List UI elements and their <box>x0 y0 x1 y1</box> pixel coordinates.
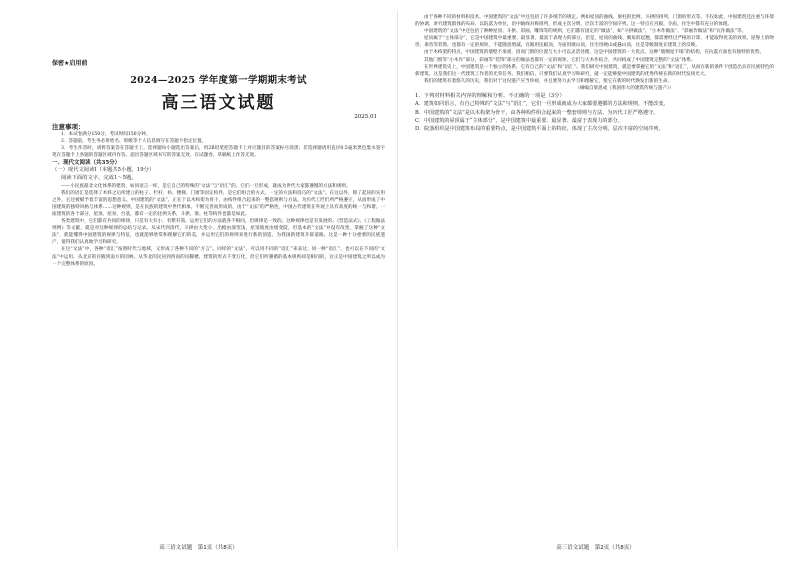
question-option: D．院落组织是中国建筑布局的重要特点，是中国建筑平面上的特征，体现了主次分明、层次丰富的空间序列。 <box>415 126 664 133</box>
question-stem: 1．下列对材料相关内容的理解和分析，不正确的一项是（3分） <box>415 93 565 100</box>
notice-item: 3．考生作答时，请将答案答在答题卡上。选择题每小题选出答案后，用2B铅笔把答题卡上对应题目的答案标号涂黑；非选择题请用直径0.5毫米黑色墨水签字笔在答题卡上各题的答题区域内作答。超出答题区域书写的答案无效，在试题卷、草稿纸上作答无效。 <box>52 146 385 159</box>
notice-item: 1．本试卷满分150分，考试时间150分钟。 <box>61 132 151 137</box>
page-footer: 高三语文试题 第2页（共8页） <box>556 545 635 551</box>
passage-paragraph: 我们的建筑有着悠久的历史，我们对于这份遗产应当珍视，并且要努力去学习和理解它，使它在新的时代焕发出新的生命。 <box>424 78 673 84</box>
passage-paragraph: 由于各种不同的材料和技术，中国建筑的“文法”中还包括了许多细节的规定。例如屋顶的曲线，梁柱的比例，斗拱的排列，门窗的形式等。不仅如此，中国建筑还注重与环境的协调，讲究建筑群体的布局，以院落为单位，沿中轴线对称排列，形成主次分明、层次丰富的空间序列。这一特点在宫殿、寺庙、住宅中都有充分的体现。 <box>415 15 774 28</box>
reading-instruction: 阅读下面的文字，完成1～5题。 <box>61 174 137 181</box>
notice-item: 2．答题前，考生务必将姓名、班级等个人信息填写在答题卡指定位置。 <box>61 139 207 145</box>
section-heading: 一、现代文阅读（共35分） <box>52 160 121 167</box>
passage-paragraph: 在这“文法”中，各种“语汇”按照时代与地域，又形成了各种不同的“方言”。同样的“文法”，可以用不同的“语汇”来表达；同一种“语汇”，也可以在不同的“文法”中运用。从北京的宫殿到南方的园林，从华北的民居到西南的吊脚楼，建筑的形式千变万化，但它们所遵循的基本规则却是相同的，这正是中国建筑之所以成为一个完整体系的原因。 <box>52 247 385 267</box>
question-option: C．中国建筑的屋顶属于“主体部分”，是中国建筑中最重要、最显著、最富于表现力的部分。 <box>415 117 623 124</box>
passage-paragraph: 我们的语汇是选择了木料之后所建立的柱子、栏杆、枋、楼梯、门窗等固定构件，是它们组合的方式、一定的方法和技巧的“文法”。在这以外，除了起居的实用之外，它还被赋予着丰富的思想意义。中国建筑的“文法”，正在于以木构架为骨干，由构件组合起来的一整套规则与方法，为历代工匠们所严格遵守，从而形成了中国建筑的独特风格与体系……这种规则，是在民族的建筑中世代相承，不断完善而形成的，由于“文法”的严格性，中国古代建筑在外观上具有高度的统一与和谐。一座建筑的各个部分，屋顶、屋身、台基，都有一定的比例关系，斗拱、梁、柱等构件也都是如此。 <box>52 190 385 217</box>
passage-intro: ——小民族最北文化体系的建筑，如同语言一样，是它自己的特殊的“文法”与“语汇”的。它们一旦形成，就成为世代大家都遵循的方法和规则。 <box>61 183 351 189</box>
subsection-heading: （一）现代文阅读Ⅰ（本题共5小题，19分） <box>52 167 155 174</box>
passage-paragraph: 屋顶属于“主体部分”，它是中国建筑中最重要、最显著、最富于表现力的部分。但是，屋顶的曲线、翼角的起翘，都需要经过严格的计算，才能取得优美的效果。屋脊上的吻兽、垂兽等装饰，也都有一定的规矩，不能随意增减。宫殿用庑殿顶，寺庙用歇山顶，住宅用硬山或悬山顶，这是等级制度在建筑上的反映。 <box>415 36 774 49</box>
passage-paragraph: 其他门窗等“小木作”部分、彩画等“装饰”部分的做法也都有一定的规矩，它们与大木作结合，共同构成了中国建筑完整的“文法”体系。 <box>424 57 696 63</box>
question-option: A．建筑如同语言，有自己特殊的“文法”与“语汇”，它们一旦形成就成为大家都要遵循的方法和规则，不能改变。 <box>415 101 669 108</box>
secret-label: 保密★启用前 <box>52 60 88 67</box>
passage-paragraph: 在世界建筑史上，中国建筑是一个独立的体系，它有自己的“文法”和“语汇”。我们研究中国建筑，就是要掌握它的“文法”和“语汇”，从而在新的条件下创造出具有民族特色的新建筑。这是我们这一代建筑工作者的光荣任务。我们相信，只要我们认真学习和研究，就一定能够使中国建筑的优秀传统在新的时代发扬光大。 <box>415 64 774 77</box>
passage-paragraph: 各类建筑中，它们都有共同的规律，只是有大有小，有繁有简，运用它们的方法就各不相同，但规律是一致的。这种规律也是有发展的。《营造法式》、《工程做法则例》等文献，就是对这种规律的总结与记录。从宋代到清代，斗拱由大变小，出檐由深变浅，屋顶坡度由缓变陡，但基本的“文法”并没有改变。掌握了这种“文法”，就能懂得中国建筑的规律与特征，也就能够欣赏和理解它们的美，并运用它们的规则来进行新的创造，为我国新建筑开辟道路。这是一种十分重要的民族遗产，值得我们认真地学习和研究。 <box>52 219 385 246</box>
exam-date: 2025.01 <box>354 114 377 120</box>
passage-paragraph: 中国建筑的“文法”中还包括了种种屋顶、斗拱、彩画、雕饰等的规则，它们都有固定的“做法”，如“斗拱做法”、“小木作做法”、“彩画作做法”和“瓦作做法”等。 <box>424 29 747 35</box>
passage-paragraph: 由于木构架的特点，中国建筑的墙壁不承重，因而门窗的位置与大小可以灵活处理，这是中国建筑的一大优点。这种“墙倒屋不塌”的结构，在抗震方面也有独特的优势。 <box>424 50 765 56</box>
notice-title: 注意事项： <box>52 123 85 131</box>
page-footer: 高三语文试题 第1页（共8页） <box>159 545 238 551</box>
exam-title: 2024—2025 学年度第一学期期末考试 <box>130 75 307 86</box>
page-2 <box>397 0 794 561</box>
passage-source: （摘编自梁思成《我国伟大的建筑传统与遗产》） <box>575 85 674 91</box>
subject-title: 高三语文试题 <box>161 93 276 113</box>
question-option: B．中国建筑的“文法”是以木构架为骨干，由各种构件组合起来的一整套规则与方法，为历代工匠严格遵守。 <box>415 109 659 116</box>
